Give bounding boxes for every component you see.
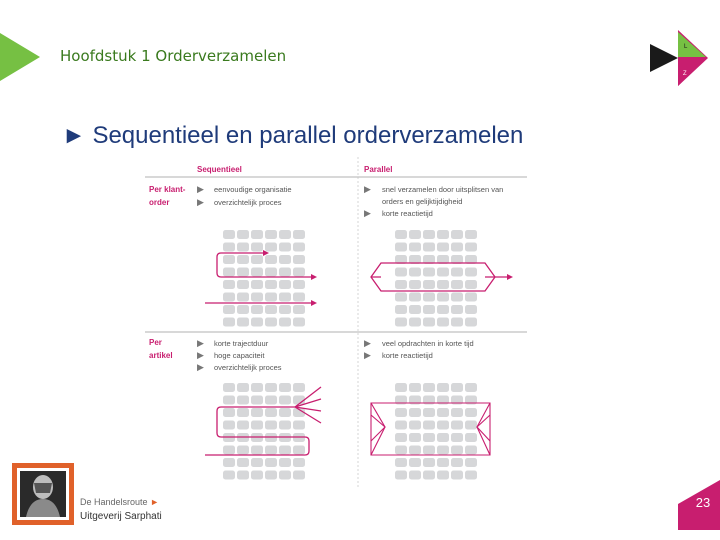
shelf-slot	[465, 383, 477, 392]
row1-seq-bullets	[197, 184, 292, 207]
shelf-slot	[395, 268, 407, 277]
shelf-slot	[409, 471, 421, 480]
shelf-slot	[409, 293, 421, 302]
row2-seq-bullet-3: overzichtelijk proces	[214, 363, 282, 372]
shelf-slot	[465, 268, 477, 277]
shelf-slot	[409, 446, 421, 455]
shelf-slot	[237, 318, 249, 327]
shelf-slot	[395, 243, 407, 252]
shelf-slot	[437, 305, 449, 314]
shelf-slot	[451, 280, 463, 289]
shelf-slot	[237, 421, 249, 430]
row1-label-line1: Per klant-	[149, 185, 186, 194]
shelf-slot	[409, 230, 421, 239]
shelf-slot	[265, 243, 277, 252]
shelf-slot	[279, 318, 291, 327]
corner-letter-top: L	[684, 44, 688, 50]
shelf-slot	[251, 471, 263, 480]
shelf-slot	[279, 255, 291, 264]
shelf-slot	[265, 471, 277, 480]
shelf-slot	[265, 458, 277, 467]
shelf-slot	[293, 243, 305, 252]
shelf-slot	[279, 383, 291, 392]
bullet-arrow-icon: ▶	[197, 350, 204, 360]
row1-label-line2: order	[149, 198, 170, 207]
shelf-slot	[237, 383, 249, 392]
shelf-slot	[423, 458, 435, 467]
shelf-slot	[423, 471, 435, 480]
shelf-slot	[395, 280, 407, 289]
shelf-slot	[237, 446, 249, 455]
shelf-slot	[423, 243, 435, 252]
corner-letter-bottom: Z	[683, 71, 687, 77]
shelf-slot	[437, 318, 449, 327]
publisher-logo-icon	[12, 463, 74, 525]
shelf-slot	[409, 268, 421, 277]
shelf-slot	[279, 396, 291, 405]
shelf-slot	[423, 433, 435, 442]
shelf-slot	[465, 446, 477, 455]
shelf-slot	[437, 421, 449, 430]
bullet-arrow-icon: ▶	[197, 362, 204, 372]
shelf-slot	[465, 293, 477, 302]
shelf-slot	[279, 243, 291, 252]
row1-par-bullets	[364, 184, 503, 218]
shelf-slot	[395, 458, 407, 467]
shelf-slot	[237, 230, 249, 239]
shelf-slot	[223, 280, 235, 289]
row1-par-bullet-3: korte reactietijd	[382, 209, 433, 218]
shelf-slot	[465, 243, 477, 252]
shelf-slot	[409, 433, 421, 442]
shelf-slot	[223, 408, 235, 417]
shelf-slot	[293, 383, 305, 392]
row2-seq-bullet-2: hoge capaciteit	[214, 351, 265, 360]
shelf-slot	[251, 255, 263, 264]
shelf-slot	[409, 318, 421, 327]
shelf-slot	[265, 396, 277, 405]
shelf-slot	[251, 305, 263, 314]
shelf-slot	[237, 408, 249, 417]
shelf-slot	[265, 318, 277, 327]
shelf-slot	[451, 230, 463, 239]
shelf-slot	[423, 318, 435, 327]
shelf-slot	[395, 383, 407, 392]
shelf-slot	[409, 243, 421, 252]
shelf-slot	[437, 293, 449, 302]
shelf-grid-par-article	[395, 383, 477, 480]
shelf-slot	[293, 255, 305, 264]
shelf-slot	[265, 293, 277, 302]
row2-seq-bullet-1: korte trajectduur	[214, 339, 269, 348]
shelf-slot	[265, 305, 277, 314]
row1-seq-bullet-1: eenvoudige organisatie	[214, 185, 292, 194]
page-number: 23	[695, 495, 711, 510]
shelf-slot	[251, 408, 263, 417]
shelf-slot	[465, 433, 477, 442]
shelf-slot	[237, 243, 249, 252]
shelf-slot	[437, 471, 449, 480]
shelf-slot	[223, 421, 235, 430]
publisher-name-1: De Handelsroute	[80, 497, 148, 507]
shelf-slot	[437, 268, 449, 277]
shelf-slot	[465, 318, 477, 327]
shelf-slot	[451, 421, 463, 430]
col-header-parallel: Parallel	[364, 165, 393, 174]
shelf-slot	[451, 383, 463, 392]
shelf-slot	[395, 293, 407, 302]
shelf-slot	[223, 446, 235, 455]
shelf-slot	[279, 446, 291, 455]
bullet-arrow-icon: ▶	[364, 338, 371, 348]
shelf-slot	[251, 293, 263, 302]
shelf-slot	[293, 458, 305, 467]
shelf-slot	[451, 305, 463, 314]
shelf-slot	[223, 268, 235, 277]
shelf-slot	[265, 421, 277, 430]
shelf-grid-par-order	[395, 230, 477, 327]
shelf-slot	[251, 243, 263, 252]
shelf-slot	[437, 433, 449, 442]
shelf-slot	[251, 268, 263, 277]
slide-heading-text: Sequentieel en parallel orderverzamelen	[92, 122, 524, 149]
shelf-slot	[223, 471, 235, 480]
shelf-slot	[223, 243, 235, 252]
shelf-slot	[223, 318, 235, 327]
col-header-sequential: Sequentieel	[197, 165, 242, 174]
shelf-slot	[423, 421, 435, 430]
shelf-slot	[409, 408, 421, 417]
shelf-slot	[395, 421, 407, 430]
shelf-slot	[395, 230, 407, 239]
shelf-slot	[409, 280, 421, 289]
shelf-slot	[451, 293, 463, 302]
shelf-slot	[465, 280, 477, 289]
bullet-arrow-icon: ▶	[197, 184, 204, 194]
bullet-arrow-icon: ▶	[364, 184, 371, 194]
shelf-slot	[409, 383, 421, 392]
shelf-slot	[423, 280, 435, 289]
shelf-slot	[223, 255, 235, 264]
shelf-slot	[451, 318, 463, 327]
shelf-slot	[465, 458, 477, 467]
row2-par-bullet-1: veel opdrachten in korte tijd	[382, 339, 474, 348]
shelf-slot	[451, 446, 463, 455]
shelf-slot	[395, 446, 407, 455]
shelf-slot	[223, 293, 235, 302]
shelf-slot	[465, 305, 477, 314]
bullet-arrow-icon: ▶	[364, 208, 371, 218]
shelf-slot	[423, 408, 435, 417]
shelf-slot	[395, 408, 407, 417]
shelf-slot	[423, 383, 435, 392]
shelf-slot	[279, 471, 291, 480]
shelf-slot	[423, 446, 435, 455]
shelf-slot	[293, 446, 305, 455]
shelf-slot	[423, 230, 435, 239]
shelf-slot	[451, 471, 463, 480]
shelf-slot	[451, 408, 463, 417]
shelf-slot	[279, 230, 291, 239]
shelf-slot	[237, 458, 249, 467]
shelf-slot	[437, 230, 449, 239]
shelf-slot	[395, 433, 407, 442]
orderpicking-figure	[145, 157, 527, 487]
shelf-slot	[265, 280, 277, 289]
shelf-slot	[293, 471, 305, 480]
shelf-slot	[293, 421, 305, 430]
row2-label-line1: Per	[149, 338, 162, 347]
publisher-arrow-icon: ►	[150, 497, 159, 507]
shelf-slot	[265, 408, 277, 417]
shelf-slot	[223, 396, 235, 405]
shelf-slot	[465, 471, 477, 480]
row1-par-bullet-2: orders en gelijktijdigheid	[382, 197, 463, 206]
row1-par-bullet-1: snel verzamelen door uitsplitsen van	[382, 185, 504, 194]
shelf-slot	[423, 305, 435, 314]
shelf-slot	[293, 293, 305, 302]
shelf-slot	[465, 421, 477, 430]
shelf-slot	[279, 408, 291, 417]
shelf-slot	[465, 408, 477, 417]
shelf-slot	[437, 243, 449, 252]
shelf-slot	[395, 318, 407, 327]
publisher-line-2: Uitgeverij Sarphati	[80, 511, 162, 522]
shelf-slot	[265, 268, 277, 277]
shelf-slot	[237, 293, 249, 302]
heading-arrow-icon: ►	[62, 122, 86, 149]
shelf-slot	[237, 305, 249, 314]
shelf-grid-seq-order	[223, 230, 305, 327]
shelf-slot	[465, 230, 477, 239]
shelf-slot	[451, 458, 463, 467]
shelf-slot	[451, 433, 463, 442]
shelf-slot	[251, 318, 263, 327]
shelf-slot	[293, 268, 305, 277]
shelf-slot	[237, 280, 249, 289]
slide-heading	[62, 122, 523, 150]
shelf-slot	[237, 471, 249, 480]
shelf-slot	[279, 458, 291, 467]
shelf-slot	[223, 458, 235, 467]
row1-seq-bullet-2: overzichtelijk proces	[214, 198, 282, 207]
shelf-slot	[237, 396, 249, 405]
shelf-slot	[437, 383, 449, 392]
shelf-slot	[223, 230, 235, 239]
shelf-slot	[293, 280, 305, 289]
shelf-slot	[251, 421, 263, 430]
shelf-slot	[251, 396, 263, 405]
shelf-slot	[423, 268, 435, 277]
shelf-slot	[279, 305, 291, 314]
shelf-slot	[265, 230, 277, 239]
shelf-slot	[279, 268, 291, 277]
shelf-slot	[293, 318, 305, 327]
shelf-slot	[223, 383, 235, 392]
chapter-title: Hoofdstuk 1 Orderverzamelen	[60, 47, 287, 65]
shelf-slot	[251, 230, 263, 239]
shelf-slot	[265, 255, 277, 264]
row2-seq-bullets	[197, 338, 282, 372]
shelf-slot	[237, 268, 249, 277]
row2-label-line2: artikel	[149, 351, 173, 360]
row2-par-bullets	[364, 338, 474, 360]
shelf-slot	[293, 305, 305, 314]
publisher-line-1	[80, 497, 159, 507]
green-corner-triangle	[0, 33, 42, 83]
shelf-slot	[251, 446, 263, 455]
shelf-slot	[409, 458, 421, 467]
shelf-slot	[437, 458, 449, 467]
bullet-arrow-icon: ▶	[364, 350, 371, 360]
shelf-slot	[265, 446, 277, 455]
bullet-arrow-icon: ▶	[197, 197, 204, 207]
shelf-slot	[279, 293, 291, 302]
shelf-slot	[437, 280, 449, 289]
shelf-slot	[451, 268, 463, 277]
shelf-slot	[293, 230, 305, 239]
shelf-slot	[251, 458, 263, 467]
row2-par-bullet-2: korte reactietijd	[382, 351, 433, 360]
bullet-arrow-icon: ▶	[197, 338, 204, 348]
shelf-slot	[451, 243, 463, 252]
shelf-slot	[237, 255, 249, 264]
shelf-slot	[409, 305, 421, 314]
shelf-slot	[409, 421, 421, 430]
shelf-slot	[395, 305, 407, 314]
shelf-slot	[423, 293, 435, 302]
shelf-slot	[395, 471, 407, 480]
corner-logo-mark	[648, 30, 710, 92]
shelf-slot	[437, 446, 449, 455]
shelf-slot	[437, 408, 449, 417]
shelf-grid-seq-article	[223, 383, 305, 480]
shelf-slot	[223, 305, 235, 314]
shelf-slot	[265, 383, 277, 392]
shelf-slot	[279, 280, 291, 289]
shelf-slot	[251, 280, 263, 289]
shelf-slot	[279, 421, 291, 430]
shelf-slot	[251, 383, 263, 392]
